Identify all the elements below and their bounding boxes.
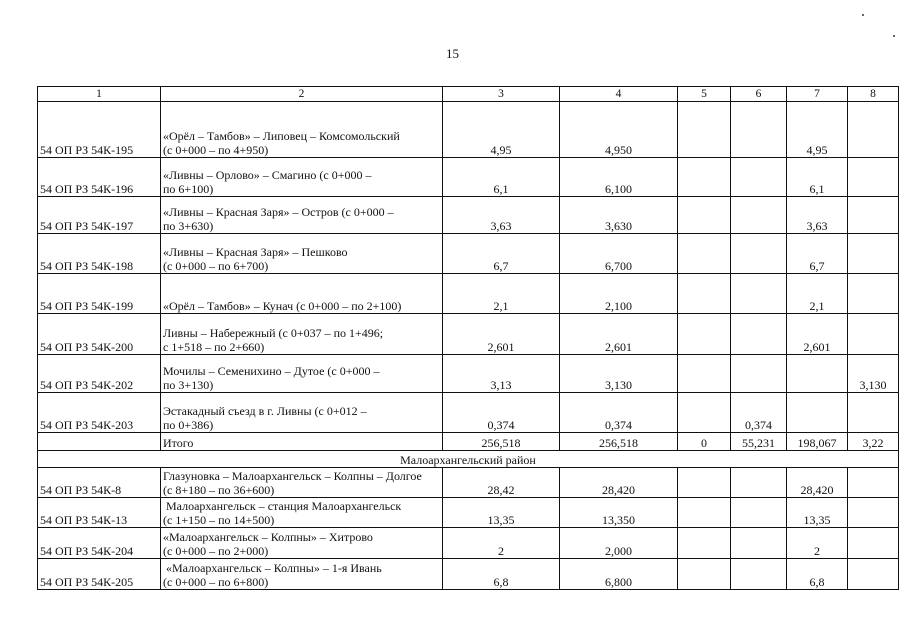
length-cell-c7: 6,1 — [787, 158, 848, 197]
road-name — [161, 234, 443, 274]
road-name — [161, 393, 443, 433]
road-row — [38, 102, 899, 158]
length-cell-c8 — [848, 559, 899, 590]
length-cell-c7: 6,7 — [787, 234, 848, 274]
total-row — [38, 433, 899, 451]
road-row — [38, 197, 899, 234]
region-name: Малоархангельский район — [38, 451, 899, 468]
length-cell-c8: 3,130 — [848, 355, 899, 393]
road-name-line: по 3+130) — [163, 378, 214, 392]
road-name-line: «Ливны – Красная Заря» – Пешково — [163, 245, 348, 259]
road-code: 54 ОП РЗ 54К-200 — [38, 314, 161, 355]
road-name-line: «Орёл – Тамбов» – Кунач (с 0+000 – по 2+100) — [163, 299, 402, 313]
length-cell-c4: 28,420 — [560, 468, 678, 498]
column-number-row — [38, 87, 899, 102]
column-number-cell: 5 — [678, 87, 731, 102]
column-number-cell: 2 — [161, 87, 443, 102]
road-name — [161, 314, 443, 355]
length-cell-c3: 3,13 — [443, 355, 560, 393]
length-cell-c7: 13,35 — [787, 498, 848, 528]
region-header-row — [38, 451, 899, 468]
length-cell-c7: 4,95 — [787, 102, 848, 158]
total-label — [161, 433, 443, 451]
road-name — [161, 102, 443, 158]
road-row — [38, 468, 899, 498]
road-name-line: (с 0+000 – по 6+700) — [163, 259, 269, 273]
length-cell-c8 — [848, 102, 899, 158]
length-cell-c5 — [678, 234, 731, 274]
page-number: 15 — [446, 46, 459, 61]
length-cell-c4: 3,630 — [560, 197, 678, 234]
length-cell-c4: 13,350 — [560, 498, 678, 528]
length-cell-c6 — [731, 355, 787, 393]
length-cell-c8 — [848, 468, 899, 498]
length-cell-c6 — [731, 274, 787, 314]
length-cell-c7: 2 — [787, 528, 848, 559]
length-cell-c8 — [848, 314, 899, 355]
length-cell-c3: 3,63 — [443, 197, 560, 234]
length-cell-c8 — [848, 498, 899, 528]
road-name-line: с 1+518 – по 2+660) — [163, 340, 265, 354]
column-number-cell: 7 — [787, 87, 848, 102]
length-cell-c4: 256,518 — [560, 433, 678, 451]
road-row — [38, 393, 899, 433]
road-code: 54 ОП РЗ 54К-202 — [38, 355, 161, 393]
road-code: 54 ОП РЗ 54К-205 — [38, 559, 161, 590]
road-name-line: Мочилы – Семенихино – Дутое (с 0+000 – — [163, 364, 380, 378]
road-code: 54 ОП РЗ 54К-198 — [38, 234, 161, 274]
length-cell-c8 — [848, 158, 899, 197]
road-name — [161, 274, 443, 314]
road-row — [38, 234, 899, 274]
road-code: 54 ОП РЗ 54К-197 — [38, 197, 161, 234]
road-row — [38, 559, 899, 590]
length-cell-c8: 3,22 — [848, 433, 899, 451]
length-cell-c4: 2,000 — [560, 528, 678, 559]
length-cell-c3: 28,42 — [443, 468, 560, 498]
road-code: 54 ОП РЗ 54К-196 — [38, 158, 161, 197]
column-number-cell: 4 — [560, 87, 678, 102]
road-name-line: Итого — [163, 436, 194, 450]
road-name — [161, 528, 443, 559]
road-code: 54 ОП РЗ 54К-204 — [38, 528, 161, 559]
length-cell-c5 — [678, 393, 731, 433]
road-name-line: по 6+100) — [163, 182, 214, 196]
length-cell-c3: 13,35 — [443, 498, 560, 528]
road-name-line: «Ливны – Орлово» – Смагино (с 0+000 – — [163, 168, 372, 182]
length-cell-c5 — [678, 274, 731, 314]
scan-speck — [893, 35, 895, 37]
length-cell-c3: 256,518 — [443, 433, 560, 451]
length-cell-c8 — [848, 274, 899, 314]
road-code: 54 ОП РЗ 54К-203 — [38, 393, 161, 433]
road-name — [161, 498, 443, 528]
length-cell-c3: 2,601 — [443, 314, 560, 355]
road-name-line: по 0+386) — [163, 418, 214, 432]
length-cell-c4: 3,130 — [560, 355, 678, 393]
length-cell-c6: 55,231 — [731, 433, 787, 451]
road-name-line: Эстакадный съезд в г. Ливны (с 0+012 – — [163, 404, 367, 418]
length-cell-c3: 2 — [443, 528, 560, 559]
length-cell-c5 — [678, 197, 731, 234]
length-cell-c8 — [848, 234, 899, 274]
length-cell-c3: 2,1 — [443, 274, 560, 314]
length-cell-c7: 2,601 — [787, 314, 848, 355]
road-name-line: (с 8+180 – по 36+600) — [163, 483, 275, 497]
scan-speck — [862, 14, 864, 16]
column-number-cell: 3 — [443, 87, 560, 102]
road-code — [38, 433, 161, 451]
road-name — [161, 355, 443, 393]
length-cell-c8 — [848, 393, 899, 433]
length-cell-c4: 2,601 — [560, 314, 678, 355]
road-name-line: Малоархангельск – станция Малоархангельск — [163, 499, 402, 513]
length-cell-c3: 4,95 — [443, 102, 560, 158]
length-cell-c3: 6,1 — [443, 158, 560, 197]
road-name — [161, 468, 443, 498]
length-cell-c6 — [731, 158, 787, 197]
length-cell-c7: 3,63 — [787, 197, 848, 234]
road-code: 54 ОП РЗ 54К-199 — [38, 274, 161, 314]
length-cell-c5 — [678, 528, 731, 559]
length-cell-c6 — [731, 314, 787, 355]
length-cell-c6 — [731, 468, 787, 498]
road-row — [38, 498, 899, 528]
road-row — [38, 158, 899, 197]
length-cell-c4: 6,700 — [560, 234, 678, 274]
road-name-line: «Малоархангельск – Колпны» – Хитрово — [163, 530, 373, 544]
road-row — [38, 274, 899, 314]
length-cell-c3: 6,8 — [443, 559, 560, 590]
length-cell-c5 — [678, 559, 731, 590]
length-cell-c4: 2,100 — [560, 274, 678, 314]
roads-table — [37, 86, 899, 590]
length-cell-c7: 2,1 — [787, 274, 848, 314]
road-name-line: (с 0+000 – по 6+800) — [163, 575, 269, 589]
length-cell-c5 — [678, 468, 731, 498]
length-cell-c5 — [678, 158, 731, 197]
road-code: 54 ОП РЗ 54К-8 — [38, 468, 161, 498]
road-name — [161, 158, 443, 197]
road-row — [38, 314, 899, 355]
length-cell-c5 — [678, 314, 731, 355]
length-cell-c6 — [731, 559, 787, 590]
road-name-line: Глазуновка – Малоархангельск – Колпны – Долгое — [163, 469, 422, 483]
column-number-cell: 1 — [38, 87, 161, 102]
length-cell-c8 — [848, 528, 899, 559]
road-code: 54 ОП РЗ 54К-195 — [38, 102, 161, 158]
length-cell-c7: 6,8 — [787, 559, 848, 590]
length-cell-c5 — [678, 102, 731, 158]
road-name — [161, 559, 443, 590]
road-name-line: (с 0+000 – по 2+000) — [163, 544, 269, 558]
column-number-cell: 8 — [848, 87, 899, 102]
road-row — [38, 355, 899, 393]
length-cell-c6 — [731, 498, 787, 528]
length-cell-c7: 28,420 — [787, 468, 848, 498]
length-cell-c6: 0,374 — [731, 393, 787, 433]
length-cell-c6 — [731, 102, 787, 158]
road-name-line: «Ливны – Красная Заря» – Остров (с 0+000 – — [163, 205, 394, 219]
length-cell-c5 — [678, 355, 731, 393]
length-cell-c7 — [787, 355, 848, 393]
road-name-line: по 3+630) — [163, 219, 214, 233]
length-cell-c4: 4,950 — [560, 102, 678, 158]
road-name-line: (с 0+000 – по 4+950) — [163, 143, 269, 157]
length-cell-c7 — [787, 393, 848, 433]
road-name — [161, 197, 443, 234]
road-row — [38, 528, 899, 559]
road-code: 54 ОП РЗ 54К-13 — [38, 498, 161, 528]
length-cell-c3: 0,374 — [443, 393, 560, 433]
length-cell-c6 — [731, 528, 787, 559]
road-name-line: «Орёл – Тамбов» – Липовец – Комсомольский — [163, 129, 400, 143]
road-name-line: Ливны – Набережный (с 0+037 – по 1+496; — [163, 326, 384, 340]
length-cell-c7: 198,067 — [787, 433, 848, 451]
length-cell-c5 — [678, 498, 731, 528]
length-cell-c5: 0 — [678, 433, 731, 451]
road-name-line: (с 1+150 – по 14+500) — [163, 513, 275, 527]
length-cell-c3: 6,7 — [443, 234, 560, 274]
length-cell-c6 — [731, 234, 787, 274]
length-cell-c6 — [731, 197, 787, 234]
length-cell-c4: 6,800 — [560, 559, 678, 590]
road-name-line: «Малоархангельск – Колпны» – 1-я Ивань — [163, 561, 382, 575]
length-cell-c4: 6,100 — [560, 158, 678, 197]
column-number-cell: 6 — [731, 87, 787, 102]
length-cell-c4: 0,374 — [560, 393, 678, 433]
length-cell-c8 — [848, 197, 899, 234]
